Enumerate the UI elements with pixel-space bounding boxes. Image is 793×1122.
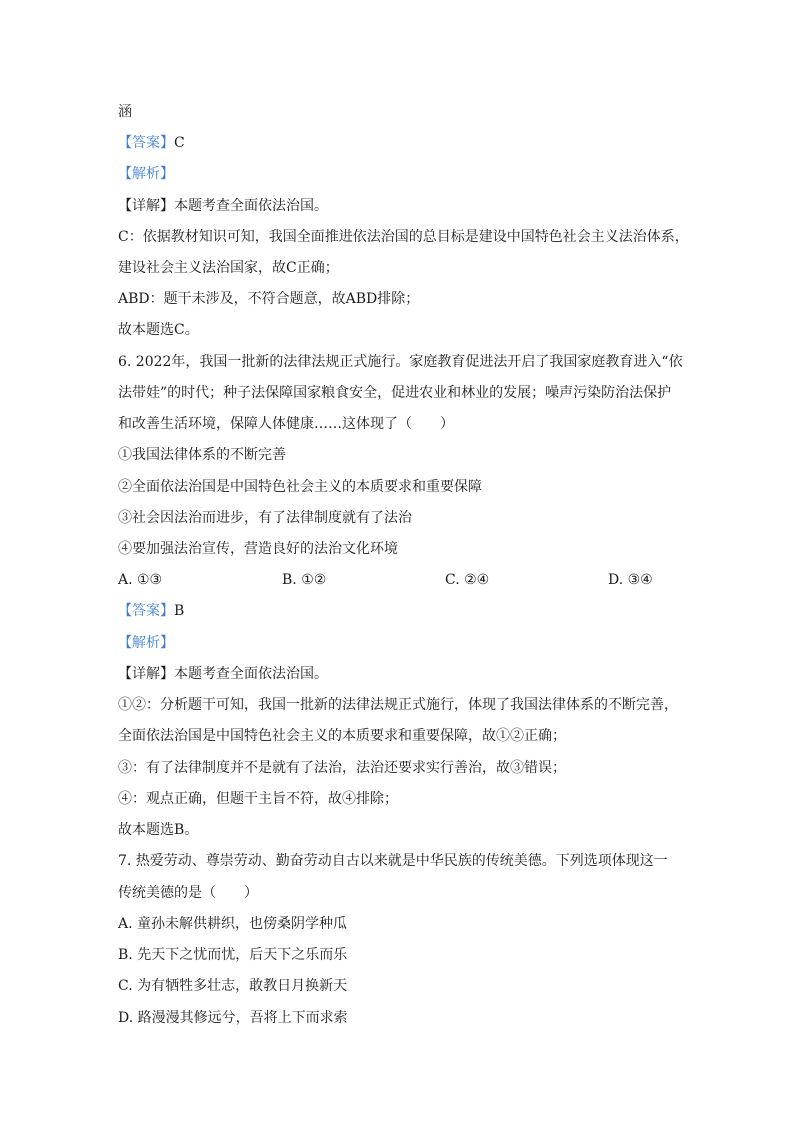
q6-statement: ①我国法律体系的不断完善	[118, 447, 286, 463]
q7-option-a: A. 童孙未解供耕织，也傍桑阴学种瓜	[118, 916, 348, 932]
q6-explanation-line: 全面依法治国是中国特色社会主义的本质要求和重要保障，故①②正确；	[118, 728, 566, 744]
detail-tag: 【详解】	[118, 198, 174, 214]
detail-text: 本题考查全面依法治国。	[174, 198, 328, 214]
q6-option-b: B. ①②	[282, 572, 327, 588]
q6-stem-line: 法带娃”的时代；种子法保障国家粮食安全，促进农业和林业的发展；噪声污染防治法保护	[118, 385, 672, 401]
q6-explanation-line: ①②：分析题干可知，我国一批新的法律法规正式施行，体现了我国法律体系的不断完善，	[118, 697, 678, 713]
q6-explanation-line: ③：有了法律制度并不是就有了法治，法治还要求实行善治，故③错误；	[118, 760, 566, 776]
q6-stem-line: 和改善生活环境，保障人体健康……这体现了（ ）	[118, 416, 454, 432]
answer-tag: 【答案】	[118, 135, 174, 151]
q6-explanation-line: ④：观点正确，但题干主旨不符，故④排除；	[118, 791, 398, 807]
q7-option-d: D. 路漫漫其修远兮，吾将上下而求索	[118, 1010, 348, 1026]
q5-answer	[118, 133, 185, 153]
q7-option-c: C. 为有牺牲多壮志，敢教日月换新天	[118, 978, 348, 994]
q6-statement: ④要加强法治宣传，营造良好的法治文化环境	[118, 541, 398, 557]
q6-detail	[118, 664, 328, 684]
answer-value: B	[174, 603, 185, 619]
q5-explanation-line: ABD：题干未涉及，不符合题意，故ABD排除；	[118, 291, 420, 307]
q6-statement: ③社会因法治而进步，有了法律制度就有了法治	[118, 510, 412, 526]
q6-analysis-tag: 【解析】	[118, 635, 174, 651]
q7-stem-line: 传统美德的是（ ）	[118, 885, 258, 901]
detail-text: 本题考查全面依法治国。	[174, 666, 328, 682]
q6-option-c: C. ②④	[445, 572, 490, 588]
answer-value: C	[174, 135, 185, 151]
q6-statement: ②全面依法治国是中国特色社会主义的本质要求和重要保障	[118, 479, 482, 495]
q5-detail	[118, 196, 328, 216]
q6-answer	[118, 601, 184, 621]
q6-stem-line: 6. 2022年，我国一批新的法律法规正式施行。家庭教育促进法开启了我国家庭教育进入“依	[118, 354, 683, 370]
q5-analysis-tag: 【解析】	[118, 166, 174, 182]
q5-explanation-line: C：依据教材知识可知，我国全面推进依法治国的总目标是建设中国特色社会主义法治体系，	[118, 229, 689, 245]
q6-option-a: A. ①③	[118, 572, 163, 588]
prev-question-tail: 涵	[118, 104, 132, 120]
q5-explanation-line: 建设社会主义法治国家，故C正确；	[118, 260, 339, 276]
answer-tag: 【答案】	[118, 603, 174, 619]
q6-option-d: D. ③④	[608, 572, 653, 588]
q7-option-b: B. 先天下之忧而忧，后天下之乐而乐	[118, 947, 348, 963]
detail-tag: 【详解】	[118, 666, 174, 682]
q7-stem-line: 7. 热爱劳动、尊崇劳动、勤奋劳动自古以来就是中华民族的传统美德。下列选项体现这一	[118, 853, 668, 869]
q5-conclusion: 故本题选C。	[118, 322, 199, 338]
q6-conclusion: 故本题选B。	[118, 822, 199, 838]
